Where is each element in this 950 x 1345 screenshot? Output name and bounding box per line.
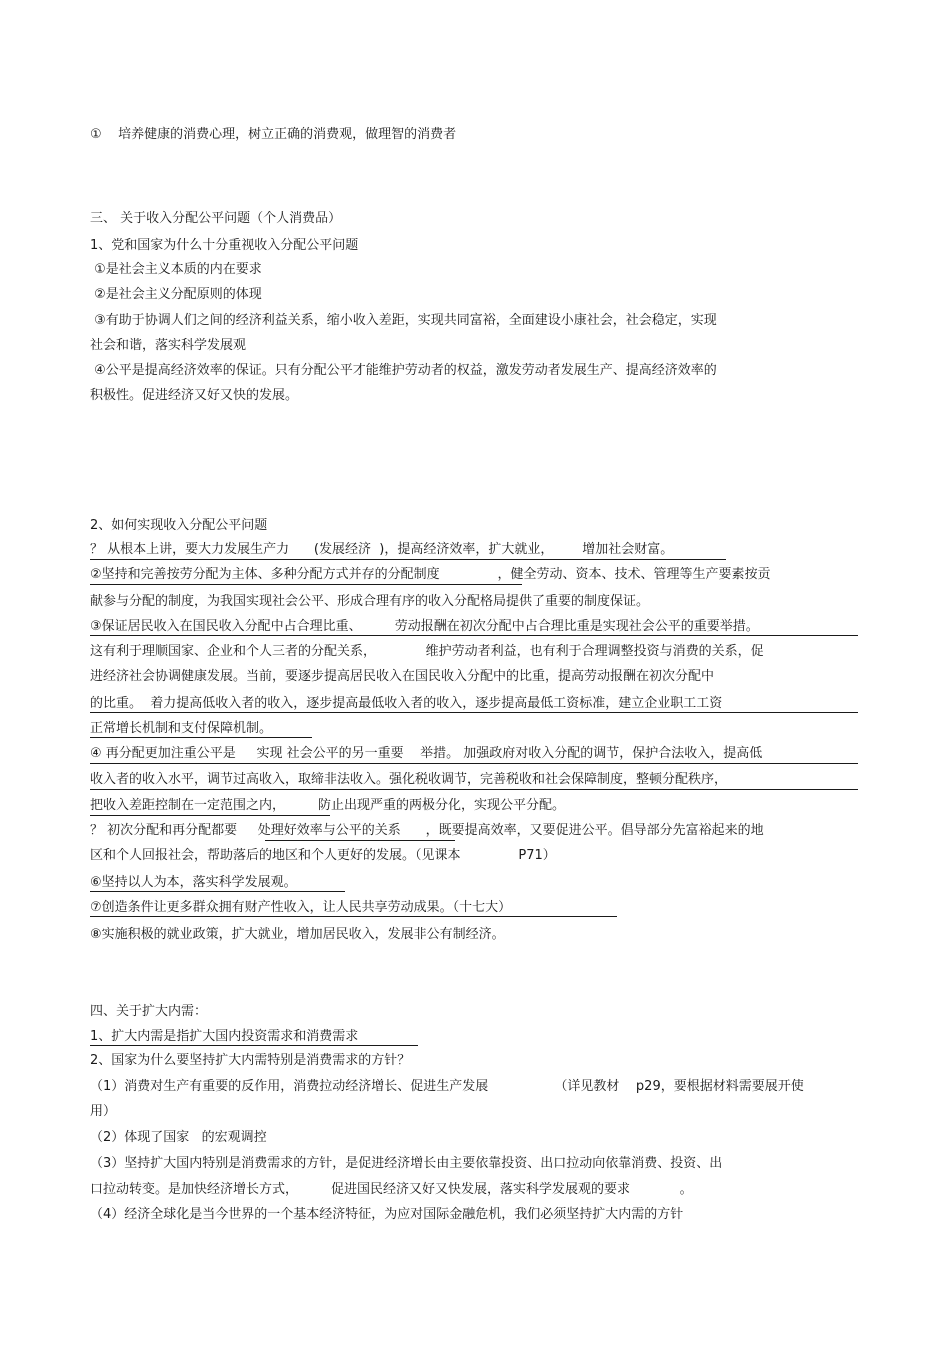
section-heading: 四、关于扩大内需： [90, 1004, 208, 1019]
underline [90, 916, 617, 917]
text-line: 2、国家为什么要坚持扩大内需特别是消费需求的方针？ [90, 1053, 411, 1068]
text-line: （1）消费对生产有重要的反作用，消费拉动经济增长、促进生产发展 （详见教材 p29，要根据材料需要展开使 [90, 1079, 804, 1094]
underline [90, 763, 858, 764]
subheading: 1、党和国家为什么十分重视收入分配公平问题 [90, 238, 359, 253]
underline [90, 891, 345, 892]
text-line: ？ 初次分配和再分配都要 处理好效率与公平的关系 ，既要提高效率，又要促进公平。倡导部分先富裕起来的地 [90, 823, 764, 838]
underline [90, 559, 726, 560]
underline [90, 635, 858, 636]
text-line: ？ 从根本上讲，要大力发展生产力 (发展经济 )，提高经济效率，扩大就业， 增加社会财富。 [90, 542, 674, 557]
subheading: 2、如何实现收入分配公平问题 [90, 518, 268, 533]
text-line: ⑥坚持以人为本，落实科学发展观。 [90, 875, 297, 890]
text-line: 社会和谐，落实科学发展观 [90, 338, 247, 353]
text-line: ②是社会主义分配原则的体现 [90, 287, 262, 302]
section-heading: 三、 关于收入分配公平问题（个人消费品） [90, 211, 342, 226]
underline [265, 840, 455, 841]
text-line: 把收入差距控制在一定范围之内， 防止出现严重的两极分化，实现公平分配。 [90, 798, 566, 813]
text-line: ⑦创造条件让更多群众拥有财产性收入，让人民共享劳动成果。（十七大） [90, 900, 512, 915]
text-line: 收入者的收入水平，调节过高收入，取缔非法收入。强化税收调节，完善税收和社会保障制度，整顿分配秩序， [90, 772, 728, 787]
text-line: ① 培养健康的消费心理，树立正确的消费观，做理智的消费者 [90, 127, 457, 142]
underline [90, 815, 330, 816]
text-line: 进经济社会协调健康发展。当前，要逐步提高居民收入在国民收入分配中的比重，提高劳动报酬在初次分配中 [90, 669, 715, 684]
text-line: ②坚持和完善按劳分配为主体、多种分配方式并存的分配制度 ，健全劳动、资本、技术、管理等生产要素按贡 [90, 567, 771, 582]
text-line: 1、扩大内需是指扩大国内投资需求和消费需求 [90, 1029, 359, 1044]
text-line: ④ 再分配更加注重公平是 实现 社会公平的另一重要 举措。 加强政府对收入分配的调节，保护合法收入，提高低 [90, 746, 763, 761]
underline [90, 584, 522, 585]
underline [90, 789, 858, 790]
text-line: 区和个人回报社会，帮助落后的地区和个人更好的发展。（见课本 P71） [90, 848, 556, 863]
underline [90, 1045, 418, 1046]
text-line: 正常增长机制和支付保障机制。 [90, 721, 273, 736]
underline [90, 712, 858, 713]
text-line: 积极性。促进经济又好又快的发展。 [90, 388, 299, 403]
text-line: 献参与分配的制度，为我国实现社会公平、形成合理有序的收入分配格局提供了重要的制度保证。 [90, 594, 650, 609]
text-line: 这有利于理顺国家、企业和个人三者的分配关系， 维护劳动者利益，也有利于合理调整投资与消费的关系，促 [90, 644, 764, 659]
text-line: ③有助于协调人们之间的经济利益关系，缩小收入差距，实现共同富裕，全面建设小康社会，社会稳定，实现 [90, 313, 717, 328]
text-line: 口拉动转变。是加快经济增长方式， 促进国民经济又好又快发展，落实科学发展观的要求 。 [90, 1182, 693, 1197]
text-line: 用） [90, 1104, 117, 1119]
text-line: （4）经济全球化是当今世界的一个基本经济特征，为应对国际金融危机，我们必须坚持扩大内需的方针 [90, 1207, 684, 1222]
text-line: 的比重。 着力提高低收入者的收入，逐步提高最低收入者的收入，逐步提高最低工资标准，建立企业职工工资 [90, 696, 723, 711]
text-line: ⑧实施积极的就业政策，扩大就业，增加居民收入，发展非公有制经济。 [90, 927, 505, 942]
text-line: ④公平是提高经济效率的保证。只有分配公平才能维护劳动者的权益，激发劳动者发展生产、提高经济效率的 [90, 363, 717, 378]
text-line: （2）体现了国家 的宏观调控 [90, 1130, 267, 1145]
underline [90, 737, 312, 738]
text-line: ③保证居民收入在国民收入分配中占合理比重、 劳动报酬在初次分配中占合理比重是实现社会公平的重要举措。 [90, 619, 759, 634]
text-line: ①是社会主义本质的内在要求 [90, 262, 262, 277]
text-line: （3）坚持扩大国内特别是消费需求的方针，是促进经济增长由主要依靠投资、出口拉动向依靠消费、投资、出 [90, 1156, 723, 1171]
